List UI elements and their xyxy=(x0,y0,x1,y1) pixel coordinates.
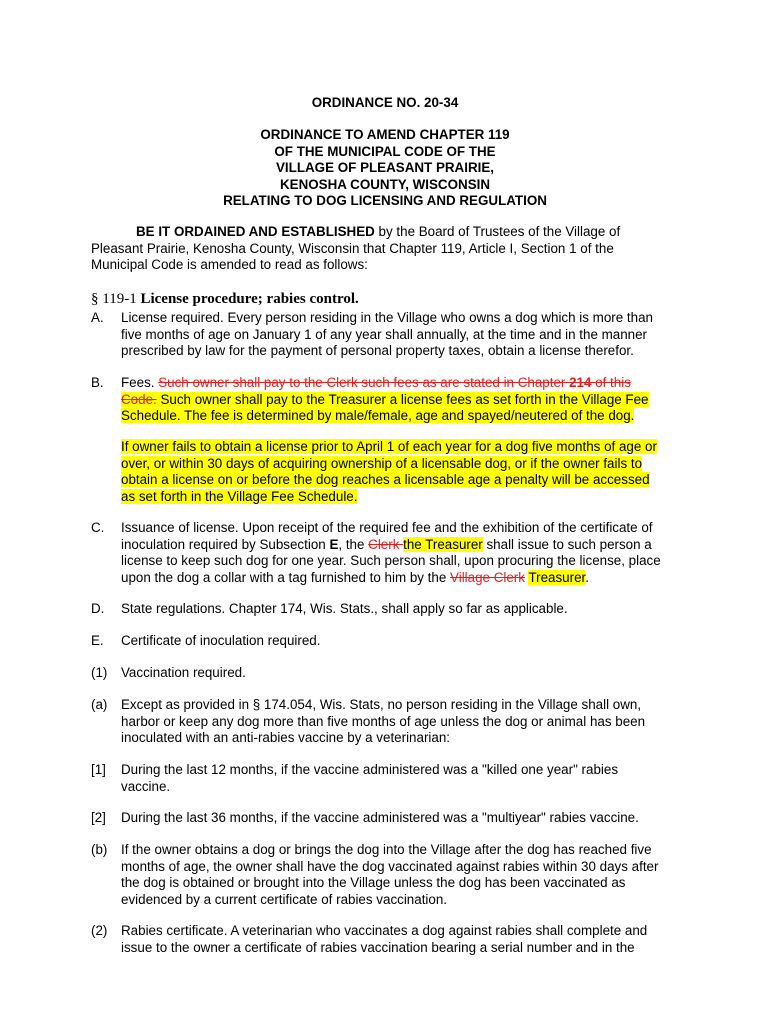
subsection-ref: E xyxy=(329,536,339,552)
item-line xyxy=(121,456,681,473)
item-line xyxy=(121,375,681,392)
item-line xyxy=(121,439,681,456)
item-line: During the last 12 months, if the vaccine administered was a "killed one year" rabies xyxy=(121,762,619,777)
text-run: shall issue to such person a xyxy=(482,536,652,552)
item-line: issue to the owner a certificate of rabies vaccination bearing a serial number and in the xyxy=(121,939,635,955)
intro-line-rest: by the Board of Trustees of the Village of xyxy=(374,224,621,239)
item-line: license to keep such dog for one year. Such person shall, upon procuring the license, place xyxy=(121,553,661,568)
item-line: Issuance of license. Upon receipt of the required fee and the exhibition of the certificate of xyxy=(121,520,653,535)
item-line: the dog is obtained or brought into the Village unless the dog has been vaccinated as xyxy=(121,875,626,890)
inserted-text: Treasurer xyxy=(528,569,586,585)
item-line xyxy=(121,472,681,489)
item-line: five months of age on January 1 of any year shall annually, at the time and in the manner xyxy=(121,326,648,342)
section-title: License procedure; rabies control. xyxy=(140,291,359,307)
item-text xyxy=(121,310,681,360)
fees-word: Fees. xyxy=(121,375,159,390)
item-label: [2] xyxy=(91,810,106,825)
item-line: During the last 36 months, if the vaccine administered was a "multiyear" rabies vaccine. xyxy=(121,810,639,825)
item-text xyxy=(121,697,681,747)
item-line: inoculated with an anti-rabies vaccine by a veterinarian: xyxy=(121,730,450,745)
title-line: KENOSHA COUNTY, WISCONSIN xyxy=(279,176,491,192)
intro-line: Municipal Code is amended to read as follows: xyxy=(91,257,368,272)
intro-line xyxy=(91,224,691,241)
inserted-text: If owner fails to obtain a license prior to April 1 of each year for a dog five months of age or xyxy=(121,439,657,454)
item-label: A. xyxy=(91,310,104,325)
item-line: License required. Every person residing in the Village who owns a dog which is more than xyxy=(121,310,653,325)
item-text xyxy=(121,923,681,956)
title-line: ORDINANCE TO AMEND CHAPTER 119 xyxy=(260,127,510,142)
intro-paragraph xyxy=(91,224,691,274)
section-number: § 119-1 xyxy=(91,291,141,307)
item-line: If the owner obtains a dog or brings the dog into the Village after the dog has reached five xyxy=(121,842,652,857)
struck-text: 214 xyxy=(569,375,592,390)
item-line xyxy=(121,570,681,587)
item-label: (a) xyxy=(91,697,108,712)
item-line: months of age, the owner shall have the dog vaccinated against rabies within 30 days after xyxy=(121,858,659,874)
item-text xyxy=(121,810,681,827)
inserted-text: over, or within 30 days of acquiring ownership of a licensable dog, or if the owner fails to xyxy=(121,455,643,471)
item-line: vaccine. xyxy=(121,778,171,794)
section-heading xyxy=(91,290,359,308)
intro-line: Pleasant Prairie, Kenosha County, Wisconsin that Chapter 119, Article I, Section 1 of the xyxy=(91,240,614,256)
inserted-text: Schedule. The fee is determined by male/female, age and spayed/neutered of the dog. xyxy=(121,408,635,423)
text-run: , the xyxy=(338,536,369,552)
ordinance-number: ORDINANCE NO. 20-34 xyxy=(311,95,459,110)
item-line: evidenced by a current certificate of rabies vaccination. xyxy=(121,891,448,907)
text-run: inoculation required by Subsection xyxy=(121,536,330,552)
item-label: [1] xyxy=(91,762,106,777)
struck-text: Village Clerk xyxy=(450,569,525,585)
item-line: State regulations. Chapter 174, Wis. Stats., shall apply so far as applicable. xyxy=(121,601,568,616)
item-line xyxy=(121,408,681,425)
item-label: B. xyxy=(91,375,104,390)
title-line: RELATING TO DOG LICENSING AND REGULATION xyxy=(223,193,547,208)
item-text xyxy=(121,633,681,650)
item-text xyxy=(121,375,681,425)
item-label: E. xyxy=(91,633,104,648)
item-text xyxy=(121,520,681,586)
item-text xyxy=(121,601,681,618)
item-line xyxy=(121,489,681,506)
inserted-text: the Treasurer xyxy=(403,536,483,552)
text-run: . xyxy=(585,569,589,585)
struck-text: of this xyxy=(591,375,631,390)
title-line: OF THE MUNICIPAL CODE OF THE xyxy=(274,143,496,159)
item-line: Except as provided in § 174.054, Wis. Stats, no person residing in the Village shall own, xyxy=(121,697,642,712)
item-label: C. xyxy=(91,520,105,535)
text-run: upon the dog a collar with a tag furnished to him by the xyxy=(121,569,451,585)
item-line xyxy=(121,392,681,409)
item-line: Rabies certificate. A veterinarian who vaccinates a dog against rabies shall complete and xyxy=(121,923,648,938)
item-line: Certificate of inoculation required. xyxy=(121,633,321,648)
inserted-text: obtain a license on or before the dog reaches a licensable age a penalty will be accessed xyxy=(121,472,650,487)
item-label: (b) xyxy=(91,842,108,857)
inserted-text: Such owner shall pay to the Treasurer a license fees as set forth in the Village Fee xyxy=(160,391,649,407)
item-text xyxy=(121,842,681,908)
item-line xyxy=(121,537,681,554)
struck-text: Code. xyxy=(121,391,157,407)
item-label: (2) xyxy=(91,923,108,938)
item-text xyxy=(121,762,681,795)
struck-text: Clerk xyxy=(368,536,404,552)
struck-text: Such owner shall pay to the Clerk such fees as are stated in Chapter xyxy=(158,375,570,390)
item-text xyxy=(121,665,681,682)
item-line: Vaccination required. xyxy=(121,665,246,680)
item-label: D. xyxy=(91,601,105,616)
item-line: prescribed by law for the payment of personal property taxes, obtain a license therefor. xyxy=(121,343,634,358)
title-line: VILLAGE OF PLEASANT PRAIRIE, xyxy=(276,160,494,175)
item-text-paragraph-2 xyxy=(121,439,681,505)
item-label: (1) xyxy=(91,665,108,680)
ordinance-title xyxy=(0,127,770,210)
item-line: harbor or keep any dog more than five months of age unless the dog or animal has been xyxy=(121,713,646,729)
inserted-text: as set forth in the Village Fee Schedule. xyxy=(121,488,358,504)
intro-bold-lead: BE IT ORDAINED AND ESTABLISHED xyxy=(136,224,375,239)
